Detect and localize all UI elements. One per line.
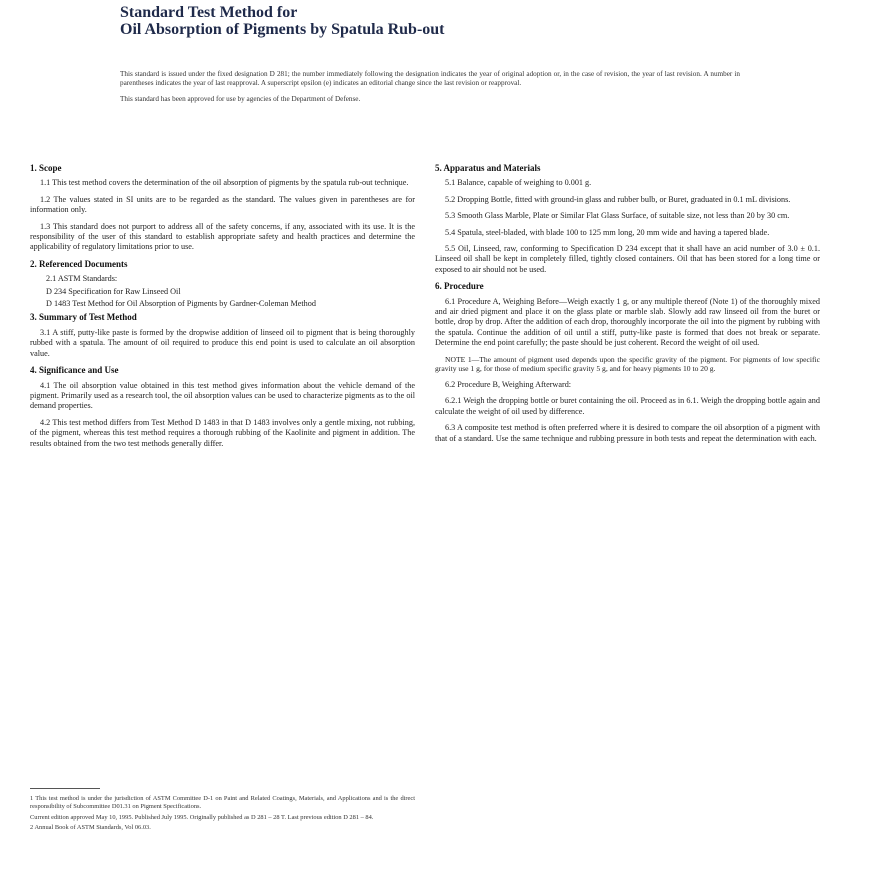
note-1: NOTE 1—The amount of pigment used depends upon the specific gravity of the pigment. For pigments of low specific gravity use 1 g, for those of medium specific gravity 5 g, and for heavy pigments 10 to 20 g. [435, 354, 820, 374]
section-heading-referenced-documents: 2. Referenced Documents [30, 258, 128, 269]
standard-notice [120, 70, 740, 110]
subsection-heading-procedure-b: 6.2 Procedure B, Weighing Afterward: [445, 379, 572, 389]
section-heading-scope: 1. Scope [30, 163, 62, 173]
designation-notice: This standard is issued under the fixed designation D 281; the number immediately following the designation indicates the year of original adoption or, in the case of revision, the year of last revision. A number in parentheses indicates the year of last reapproval. A superscript epsilon (e) indicates an editorial change since the last revision or reapproval. [120, 70, 740, 88]
section-heading-summary: 3. Summary of Test Method [30, 312, 137, 323]
section-heading-apparatus: 5. Apparatus and Materials [435, 163, 541, 173]
document-title-line-1: Standard Test Method for [120, 4, 298, 21]
paragraph-1-2: 1.2 The values stated in SI units are to be regarded as the standard. The values given in parentheses are for information only. [30, 194, 415, 215]
footnotes [30, 788, 415, 835]
paragraph-1-1: 1.1 This test method covers the determination of the oil absorption of pigments by the spatula rub-out technique. [40, 178, 409, 188]
footnote: 1 This test method is under the jurisdiction of ASTM Committee D-1 on Paint and Related Coatings, Materials, and Applications and is the direct responsibility of Subcommittee D01.31 on Pigment Specifications. [30, 795, 415, 811]
paragraph-5-4: 5.4 Spatula, steel-bladed, with blade 100 to 125 mm long, 20 mm wide and having a tapered blade. [445, 227, 770, 237]
footnote: Current edition approved May 10, 1995. Published July 1995. Originally published as D 281 – 28 T. Last previous edition D 281 – 84. [30, 813, 374, 821]
section-heading-significance: 4. Significance and Use [30, 365, 119, 376]
paragraph-5-1: 5.1 Balance, capable of weighing to 0.001 g. [445, 178, 592, 188]
document-title-line-2: Oil Absorption of Pigments by Spatula Rub-out [120, 21, 445, 38]
paragraph-1-3: 1.3 This standard does not purport to address all of the safety concerns, if any, associated with its use. It is the responsibility of the user of this standard to establish appropriate safety and health practices and determine the applicability of regulatory limitations prior to use. [30, 221, 415, 252]
paragraph-6-3: 6.3 A composite test method is often preferred where it is desired to compare the oil absorption of a pigment with that of a standard. Use the same technique and rubbing pressure in both tests and repeat the determination with each. [435, 423, 820, 443]
paragraph-5-2: 5.2 Dropping Bottle, fitted with ground-in glass and rubber bulb, or Buret, graduated in 0.1 mL divisions. [445, 194, 791, 204]
right-column [435, 160, 820, 450]
reference-item: D 234 Specification for Raw Linseed Oil [46, 286, 181, 296]
paragraph-6-1: 6.1 Procedure A, Weighing Before—Weigh exactly 1 g, or any multiple thereof (Note 1) of the thoroughly mixed and air dried pigment and place it on the glass plate or marble slab. Slowly add raw linseed oil from the buret or bottle, drop by drop. After the addition of each drop, thoroughly incorporate the oil into the pigment by rubbing with the spatula. Continue the addition of oil until a stiff, putty-like paste is formed that does not break or separate. Determine the end point carefully; the paste should be just coherent. Record the weight of oil used. [435, 296, 820, 348]
paragraph-4-2: 4.2 This test method differs from Test Method D 1483 in that D 1483 involves only a gentle mixing, not rubbing, of the pigment, whereas this test method requires a thorough rubbing of the Kaolinite and pigment in addition. The results obtained from the two test methods generally differ. [30, 417, 415, 448]
reference-item: D 1483 Test Method for Oil Absorption of Pigments by Gardner-Coleman Method [46, 299, 316, 309]
paragraph-5-3: 5.3 Smooth Glass Marble, Plate or Similar Flat Glass Surface, of suitable size, not less than 20 by 30 cm. [445, 211, 790, 221]
left-column [30, 160, 415, 455]
reference-item: 2.1 ASTM Standards: [46, 274, 118, 284]
footnote: 2 Annual Book of ASTM Standards, Vol 06.03. [30, 824, 151, 832]
document-header [120, 4, 760, 38]
defense-approval-notice: This standard has been approved for use by agencies of the Department of Defense. [120, 94, 361, 103]
section-heading-procedure: 6. Procedure [435, 281, 484, 292]
paragraph-5-5: 5.5 Oil, Linseed, raw, conforming to Specification D 234 except that it shall have an acid number of 3.0 ± 0.1. Linseed oil shall be kept in completely filled, tightly closed containers. Oil that has been stored for a long time or exposed to air should not be used. [435, 244, 820, 274]
paragraph-3-1: 3.1 A stiff, putty-like paste is formed by the dropwise addition of linseed oil to pigment that is being thoroughly rubbed with a spatula. The amount of oil required to produce this end point is used to calculate an oil absorption value. [30, 327, 415, 358]
footnote-divider [30, 788, 100, 789]
paragraph-4-1: 4.1 The oil absorption value obtained in this test method gives information about the vehicle demand of the pigment. Primarily used as a research tool, the oil absorption values can be used to characterize pigments as to the oil demand properties. [30, 380, 415, 411]
paragraph-6-2-1: 6.2.1 Weigh the dropping bottle or buret containing the oil. Proceed as in 6.1. Weigh the dropping bottle again and calculate the weight of oil used by difference. [435, 396, 820, 416]
